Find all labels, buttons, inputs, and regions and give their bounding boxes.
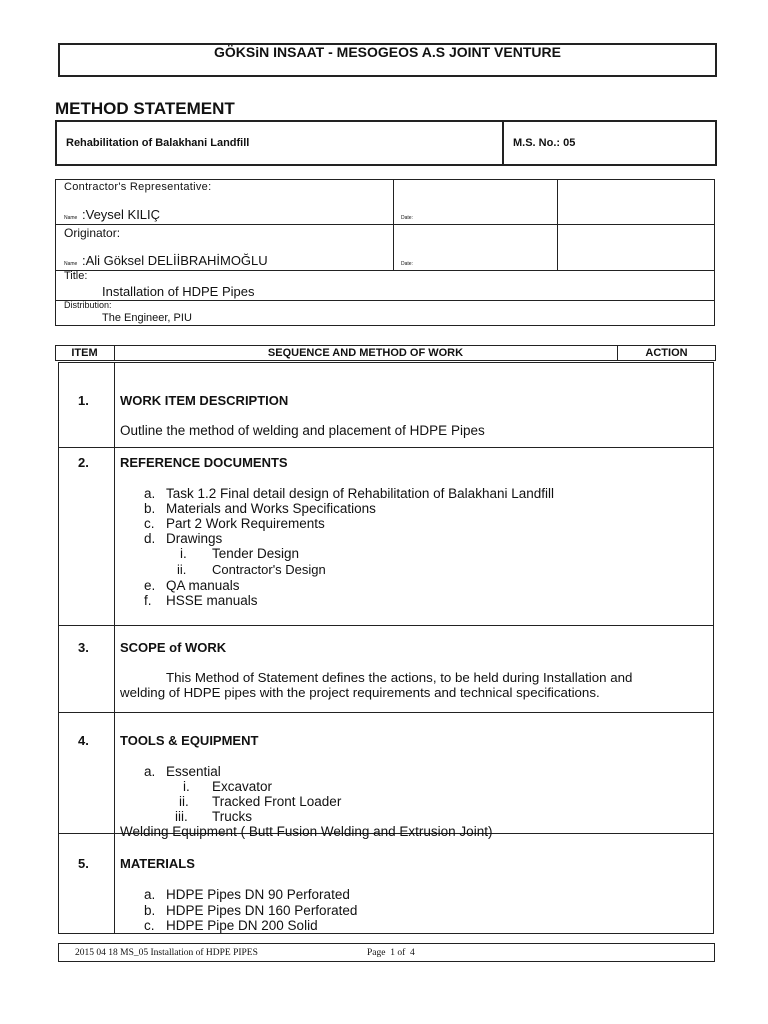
- list-marker: a.: [144, 486, 156, 501]
- section-text: Welding Equipment ( Butt Fusion Welding and Extrusion Joint): [120, 824, 493, 839]
- section-number: 3.: [78, 640, 89, 655]
- originator-name: :Ali Göksel DELİİBRAHİMOĞLU: [82, 253, 268, 268]
- list-marker: iii.: [175, 809, 188, 824]
- section-title: MATERIALS: [120, 856, 195, 871]
- list-item: HDPE Pipes DN 90 Perforated: [166, 887, 350, 902]
- section-number: 4.: [78, 733, 89, 748]
- footer-doc-ref: 2015 04 18 MS_05 Installation of HDPE PIPES: [75, 948, 258, 958]
- list-item: Materials and Works Specifications: [166, 501, 376, 516]
- header-title: GÖKSiN INSAAT - MESOGEOS A.S JOINT VENTURE: [214, 44, 561, 60]
- col-action: ACTION: [645, 347, 688, 359]
- originator-label: Originator:: [64, 226, 121, 240]
- list-item: Task 1.2 Final detail design of Rehabilitation of Balakhani Landfill: [166, 486, 554, 501]
- name-label: Name: [64, 215, 78, 221]
- footer-page-number: Page 1 of 4: [367, 948, 415, 958]
- list-item: Drawings: [166, 531, 223, 546]
- col-sequence: SEQUENCE AND METHOD OF WORK: [267, 347, 464, 359]
- list-item: Tender Design: [212, 546, 300, 561]
- list-marker: c.: [144, 516, 155, 531]
- title-label: Title:: [64, 270, 88, 282]
- project-name: Rehabilitation of Balakhani Landfill: [66, 137, 250, 149]
- section-title: SCOPE of WORK: [120, 640, 227, 655]
- list-item: HDPE Pipes DN 160 Perforated: [166, 903, 358, 918]
- list-item: Excavator: [212, 779, 273, 794]
- list-marker: b.: [144, 903, 156, 918]
- date-label: Date:: [401, 215, 413, 221]
- doc-type: METHOD STATEMENT: [55, 99, 235, 118]
- section-number: 1.: [78, 393, 89, 408]
- list-marker: i.: [183, 779, 190, 794]
- list-marker: c.: [144, 918, 155, 933]
- section-title: WORK ITEM DESCRIPTION: [120, 393, 289, 408]
- list-item: Tracked Front Loader: [212, 794, 342, 809]
- list-item: HDPE Pipe DN 200 Solid: [166, 918, 318, 933]
- section-text: Outline the method of welding and placement of HDPE Pipes: [120, 423, 485, 438]
- section-number: 2.: [78, 455, 89, 470]
- date-label: Date:: [401, 261, 413, 267]
- list-item: HSSE manuals: [166, 593, 258, 608]
- list-item: Essential: [166, 764, 221, 779]
- section-title: REFERENCE DOCUMENTS: [120, 455, 288, 470]
- list-item: QA manuals: [166, 578, 240, 593]
- list-marker: e.: [144, 578, 156, 593]
- section-text: This Method of Statement defines the actions, to be held during Installation and: [166, 670, 633, 685]
- list-item: Trucks: [212, 809, 252, 824]
- list-marker: ii.: [179, 794, 189, 809]
- section-text: welding of HDPE pipes with the project requirements and technical specifications.: [120, 685, 600, 700]
- list-marker: a.: [144, 887, 156, 902]
- col-item: ITEM: [71, 347, 98, 359]
- section-title: TOOLS & EQUIPMENT: [120, 733, 259, 748]
- distribution-label: Distribution:: [64, 300, 112, 310]
- distribution-value: The Engineer, PIU: [102, 312, 192, 324]
- list-marker: a.: [144, 764, 156, 779]
- contractor-name: :Veysel KILIÇ: [82, 207, 161, 222]
- divider: [502, 120, 504, 166]
- list-item: Part 2 Work Requirements: [166, 516, 325, 531]
- section-number: 5.: [78, 856, 89, 871]
- list-item: Contractor's Design: [212, 562, 326, 577]
- list-marker: d.: [144, 531, 156, 546]
- list-marker: ii.: [177, 562, 187, 577]
- name-label: Name: [64, 261, 78, 267]
- list-marker: i.: [180, 546, 187, 561]
- list-marker: b.: [144, 501, 156, 516]
- title-value: Installation of HDPE Pipes: [102, 284, 255, 299]
- ms-number: M.S. No.: 05: [513, 137, 576, 149]
- contractor-label: Contractor's Representative:: [64, 181, 212, 193]
- list-marker: f.: [144, 593, 152, 608]
